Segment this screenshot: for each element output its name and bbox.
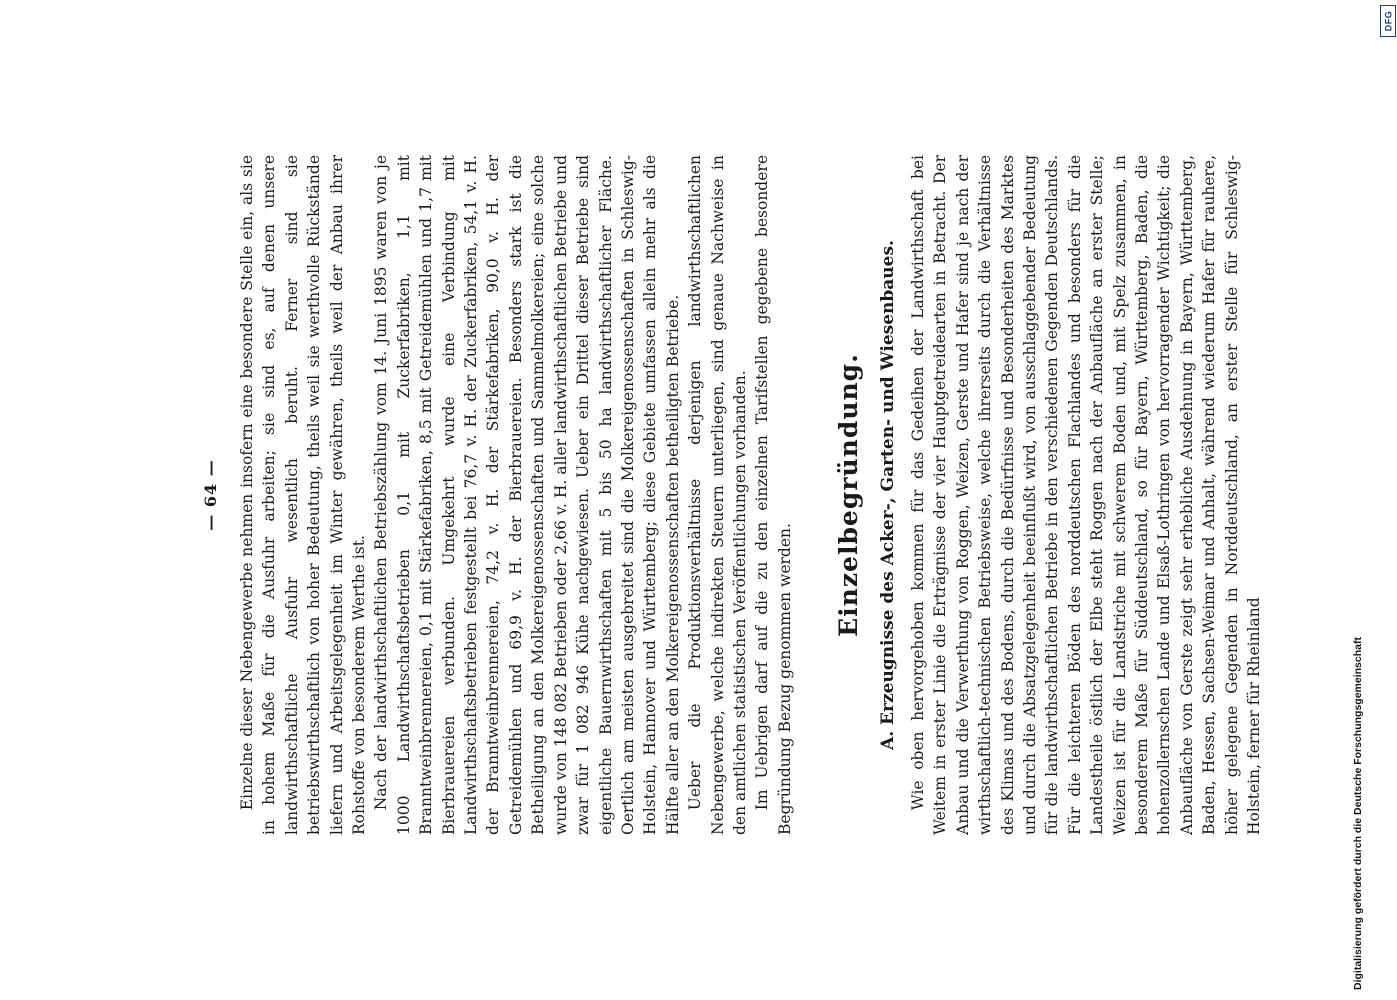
paragraph: Wie oben hervorgehoben kommen für das Gedeihen der Landwirthschaft bei Weitem in erster Linie die Erträgnisse der vier Hauptgetreidearten in Betracht. Der Anbau und die Verwerthung von Roggen, Weizen, Gerste und Hafer sind je nach der wirthschaftlich-technischen Betriebsweise, welche ihrerseits durch die Verhältnisse des Klimas und des Bodens, durch die Bedürfnisse und Besonderheiten des Marktes und durch die Absatzgelegenheit beeinflußt wird, von ausschlaggebender Bedeutung für die landwirthschaftlichen Betriebe in den verschiedenen Gegenden Deutschlands. Für die leichteren Böden des norddeutschen Flachlandes und besonders für die Landestheile östlich der Elbe steht Roggen nach der Anbaufläche an erster Stelle; Weizen ist für die Landstriche mit schwerem Boden und, mit Spelz zusammen, in besonderem Maße für Süddeutschland, so für Bayern, Württemberg, Baden, die hohenzollernschen Lande und Elsaß-Lothringen von hervorragender Wichtigkeit; die Anbaufläche von Gerste zeigt sehr erhebliche Ausdehnung in Bayern, Württemberg, Baden, Hessen, Sachsen-Weimar und Anhalt, während wiederum Hafer für rauhere, höher gelegene Gegenden in Norddeutschland, an erster Stelle für Schleswig-Holstein, ferner für Rheinland xyxy=(908,155,1264,835)
section-subheading: A. Erzeugnisse des Acker-, Garten- und Wiesenbaues. xyxy=(877,240,898,750)
paragraph: Im Uebrigen darf auf die zu den einzelnen Tarifstellen gegebene besondere Begründung Bezug genommen werden. xyxy=(753,155,794,835)
page-number: — 64 — xyxy=(201,459,220,531)
dfg-logo-text: DFG xyxy=(1383,10,1393,32)
paragraph: Ueber die Produktionsverhältnisse derjenigen landwirthschaftlichen Nebengewerbe, welche indirekten Steuern unterliegen, sind genaue Nachweise in den amtlichen statistischen Veröffentlichungen vorhanden. xyxy=(686,155,749,835)
dfg-logo xyxy=(1380,5,1396,37)
digitization-credit: Digitalisierung gefördert durch die Deutsche Forschungsgemeinschaft xyxy=(1352,637,1364,990)
paragraph: Nach der landwirthschaftlichen Betriebszählung vom 14. Juni 1895 waren von je 1000 Landwirthschaftsbetrieben 0,1 mit Zuckerfabriken, 1,1 mit Branntweinbrennereien, 0,1 mit Stärkefabriken, 8,5 mit Getreidemühlen und 1,7 mit Bierbrauereien verbunden. Umgekehrt wurde eine Verbindung mit Landwirthschaftsbetrieben festgestellt bei 76,7 v. H. der Zuckerfabriken, 54,1 v. H. der Branntweinbrennereien, 74,2 v. H. der Stärkefabriken, 90,0 v. H. der Getreidemühlen und 69,9 v. H. der Bierbrauereien. Besonders stark ist die Betheiligung an den Molkereigenossenschaften und Sammelmolkereien; eine solche wurde von 148 082 Betrieben oder 2,66 v. H. aller landwirthschaftlichen Betriebe und zwar für 1 082 946 Kühe nachgewiesen. Ueber ein Drittel dieser Betriebe sind eigentliche Bauernwirthschaften mit 5 bis 50 ha landwirthschaftlicher Fläche. Oertlich am meisten ausgebreitet sind die Molkereigenossenschaften in Schleswig-Holstein, Hannover und Württemberg; diese Gebiete umfassen allein mehr als die Hälfte aller an den Molkereigenossenschaften betheiligten Betriebe. xyxy=(372,155,682,835)
rotated-page xyxy=(200,155,1264,835)
paragraph: Einzelne dieser Nebengewerbe nehmen insofern eine besondere Stelle ein, als sie in hohem Maße für die Ausfuhr arbeiten; sie sind es, auf denen unsere landwirthschaftliche Ausfuhr wesentlich beruht. Ferner sind sie betriebswirthschaftlich von hoher Bedeutung, theils weil sie werthvolle Rückstände liefern und Arbeitsgelegenheit im Winter gewähren, theils weil der Anbau ihrer Rohstoffe von besonderem Werthe ist. xyxy=(238,155,369,835)
section-heading: Einzelbegründung. xyxy=(834,353,864,637)
